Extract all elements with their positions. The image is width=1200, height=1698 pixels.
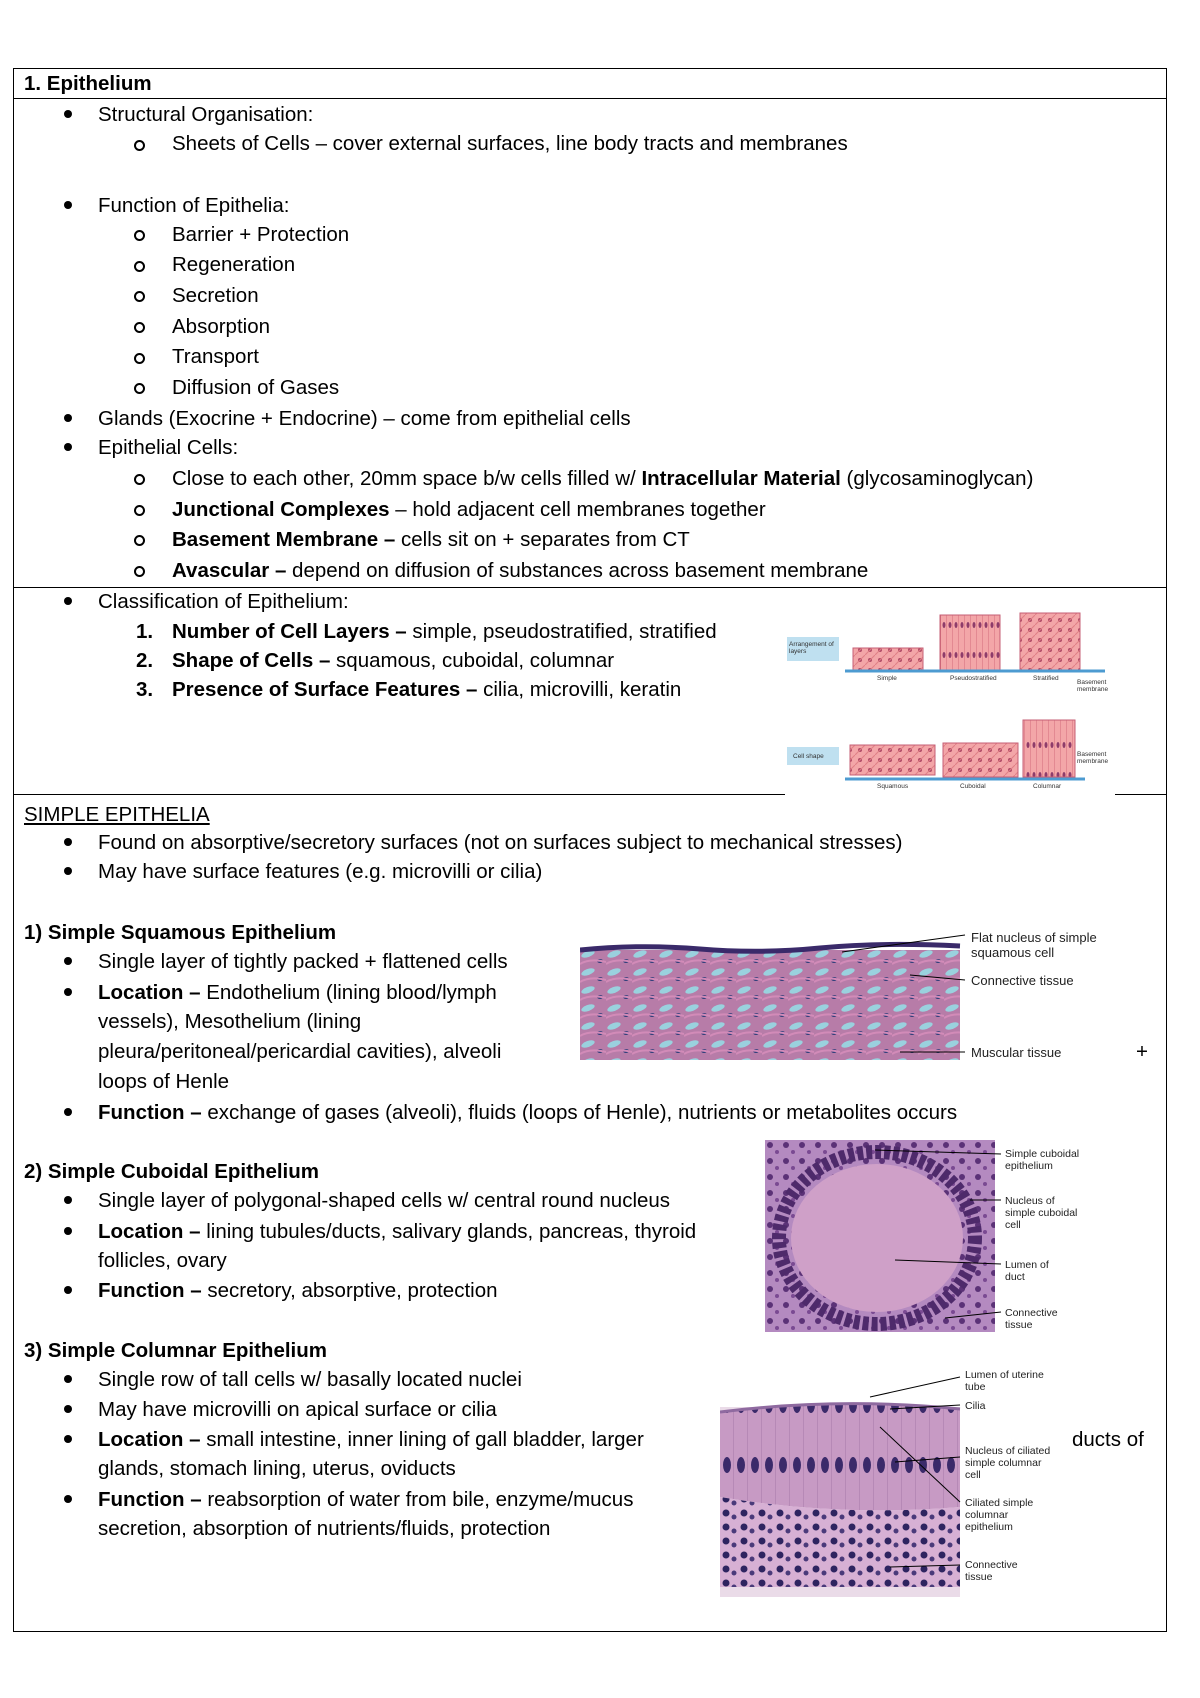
sub-bullet xyxy=(134,261,145,272)
figure-label: Cell shape xyxy=(793,753,824,760)
figure-label: Squamous xyxy=(877,783,909,790)
figure-label: Connective tissue xyxy=(1005,1307,1058,1331)
figure-label: Basement membrane xyxy=(1077,751,1109,765)
figure-label: Basement membrane xyxy=(1077,679,1109,693)
figure-label: Lumen of duct xyxy=(1005,1259,1049,1283)
sub-bullet xyxy=(134,474,145,485)
glands-text: Glands (Exocrine + Endocrine) – come from epithelial cells xyxy=(98,407,631,430)
bullet xyxy=(64,1405,72,1413)
figure-label: Nucleus of simple cuboidal cell xyxy=(1005,1195,1078,1231)
list-number: 3. xyxy=(136,678,154,701)
sub-bullet xyxy=(134,140,145,151)
sub-bullet xyxy=(134,383,145,394)
figure-label: Connective tissue xyxy=(965,1559,1018,1583)
sub-bullet xyxy=(134,535,145,546)
figure-label: Arrangement of layers xyxy=(789,641,834,655)
bullet xyxy=(64,414,72,422)
columnar-location-cont: glands, stomach lining, uterus, oviducts xyxy=(98,1457,456,1480)
function-item: Diffusion of Gases xyxy=(172,376,340,399)
function-item: Secretion xyxy=(172,284,259,307)
cells-item: Basement Membrane – cells sit on + separates from CT xyxy=(172,528,690,551)
bullet xyxy=(64,1196,72,1204)
columnar-location-end: ducts of xyxy=(1072,1428,1144,1451)
figure-label: Cilia xyxy=(965,1400,986,1412)
figure-label: Stratified xyxy=(1033,675,1059,682)
cells-heading: Epithelial Cells: xyxy=(98,436,239,459)
squamous-location-cont: pleura/peritoneal/pericardial cavities), alveoli xyxy=(98,1040,502,1063)
bullet xyxy=(64,1227,72,1235)
sub-bullet xyxy=(134,505,145,516)
section-title: 1. Epithelium xyxy=(24,72,152,95)
sub-bullet xyxy=(134,291,145,302)
bullet xyxy=(64,597,72,605)
function-heading: Function of Epithelia: xyxy=(98,194,290,217)
epithelium-classification-figure xyxy=(785,605,1115,795)
squamous-location-cont: loops of Henle xyxy=(98,1070,230,1093)
cuboidal-location-cont: follicles, ovary xyxy=(98,1249,227,1272)
bullet xyxy=(64,988,72,996)
cells-item: Avascular – depend on diffusion of substances across basement membrane xyxy=(172,559,869,582)
figure-label: Cuboidal xyxy=(960,783,986,790)
bullet xyxy=(64,867,72,875)
cuboidal-function: Function – secretory, absorptive, protection xyxy=(98,1279,498,1302)
cuboidal-bullet: Single layer of polygonal-shaped cells w/ central round nucleus xyxy=(98,1189,671,1212)
function-item: Regeneration xyxy=(172,253,296,276)
simple-heading: SIMPLE EPITHELIA xyxy=(24,803,210,826)
cells-item: Close to each other, 20mm space b/w cells filled w/ Intracellular Material (glycosaminoglycan) xyxy=(172,467,1034,490)
squamous-bullet: Single layer of tightly packed + flattened cells xyxy=(98,950,508,973)
bullet xyxy=(64,1108,72,1116)
figure-label: Flat nucleus of simple squamous cell xyxy=(971,930,1097,960)
figure-label: Simple xyxy=(877,675,897,682)
cuboidal-title: 2) Simple Cuboidal Epithelium xyxy=(24,1160,319,1183)
columnar-bullet: Single row of tall cells w/ basally located nuclei xyxy=(98,1368,522,1391)
simple-columnar-micrograph xyxy=(720,1367,1080,1597)
cuboidal-location: Location – lining tubules/ducts, salivary glands, pancreas, thyroid xyxy=(98,1220,697,1243)
squamous-title: 1) Simple Squamous Epithelium xyxy=(24,921,337,944)
columnar-function-cont: secretion, absorption of nutrients/fluids, protection xyxy=(98,1517,551,1540)
figure-label: Lumen of uterine tube xyxy=(965,1369,1044,1393)
bullet xyxy=(64,1495,72,1503)
classification-item: Presence of Surface Features – cilia, microvilli, keratin xyxy=(172,678,682,701)
figure-label: Simple cuboidal epithelium xyxy=(1005,1148,1080,1172)
bullet xyxy=(64,443,72,451)
columnar-title: 3) Simple Columnar Epithelium xyxy=(24,1339,327,1362)
columnar-function: Function – reabsorption of water from bile, enzyme/mucus xyxy=(98,1488,634,1511)
squamous-function: Function – exchange of gases (alveoli), fluids (loops of Henle), nutrients or metabolites occurs xyxy=(98,1101,958,1124)
columnar-location: Location – small intestine, inner lining of gall bladder, larger xyxy=(98,1428,644,1451)
figure-label: Pseudostratified xyxy=(950,675,997,682)
squamous-location-cont: vessels), Mesothelium (lining xyxy=(98,1010,362,1033)
function-item: Barrier + Protection xyxy=(172,223,350,246)
classification-item: Number of Cell Layers – simple, pseudostratified, stratified xyxy=(172,620,717,643)
bullet xyxy=(64,957,72,965)
plus-sign: + xyxy=(1136,1040,1148,1063)
figure-label: Muscular tissue xyxy=(971,1045,1062,1060)
figure-label: Nucleus of ciliated simple columnar cell xyxy=(965,1445,1051,1481)
bullet xyxy=(64,110,72,118)
bullet xyxy=(64,838,72,846)
simple-bullet: May have surface features (e.g. microvilli or cilia) xyxy=(98,860,543,883)
squamous-location: Location – Endothelium (lining blood/lymph xyxy=(98,981,497,1004)
function-item: Transport xyxy=(172,345,259,368)
cells-item: Junctional Complexes – hold adjacent cell membranes together xyxy=(172,498,766,521)
structural-heading: Structural Organisation: xyxy=(98,103,314,126)
figure-label: Ciliated simple columnar epithelium xyxy=(965,1497,1034,1533)
structural-item: Sheets of Cells – cover external surfaces, line body tracts and membranes xyxy=(172,132,848,155)
bullet xyxy=(64,1375,72,1383)
list-number: 2. xyxy=(136,649,154,672)
sub-bullet xyxy=(134,322,145,333)
simple-squamous-micrograph xyxy=(580,930,1130,1070)
bullet xyxy=(64,201,72,209)
list-number: 1. xyxy=(136,620,154,643)
bullet xyxy=(64,1286,72,1294)
sub-bullet xyxy=(134,230,145,241)
bullet xyxy=(64,1435,72,1443)
simple-cuboidal-micrograph xyxy=(765,1140,1105,1332)
classification-heading: Classification of Epithelium: xyxy=(98,590,349,613)
figure-label: Connective tissue xyxy=(971,973,1074,988)
sub-bullet xyxy=(134,353,145,364)
figure-label: Columnar xyxy=(1033,783,1062,790)
columnar-bullet: May have microvilli on apical surface or cilia xyxy=(98,1398,497,1421)
function-item: Absorption xyxy=(172,315,271,338)
simple-bullet: Found on absorptive/secretory surfaces (not on surfaces subject to mechanical stresses) xyxy=(98,831,903,854)
divider xyxy=(13,98,1167,99)
sub-bullet xyxy=(134,566,145,577)
classification-item: Shape of Cells – squamous, cuboidal, columnar xyxy=(172,649,615,672)
divider xyxy=(13,587,1167,588)
